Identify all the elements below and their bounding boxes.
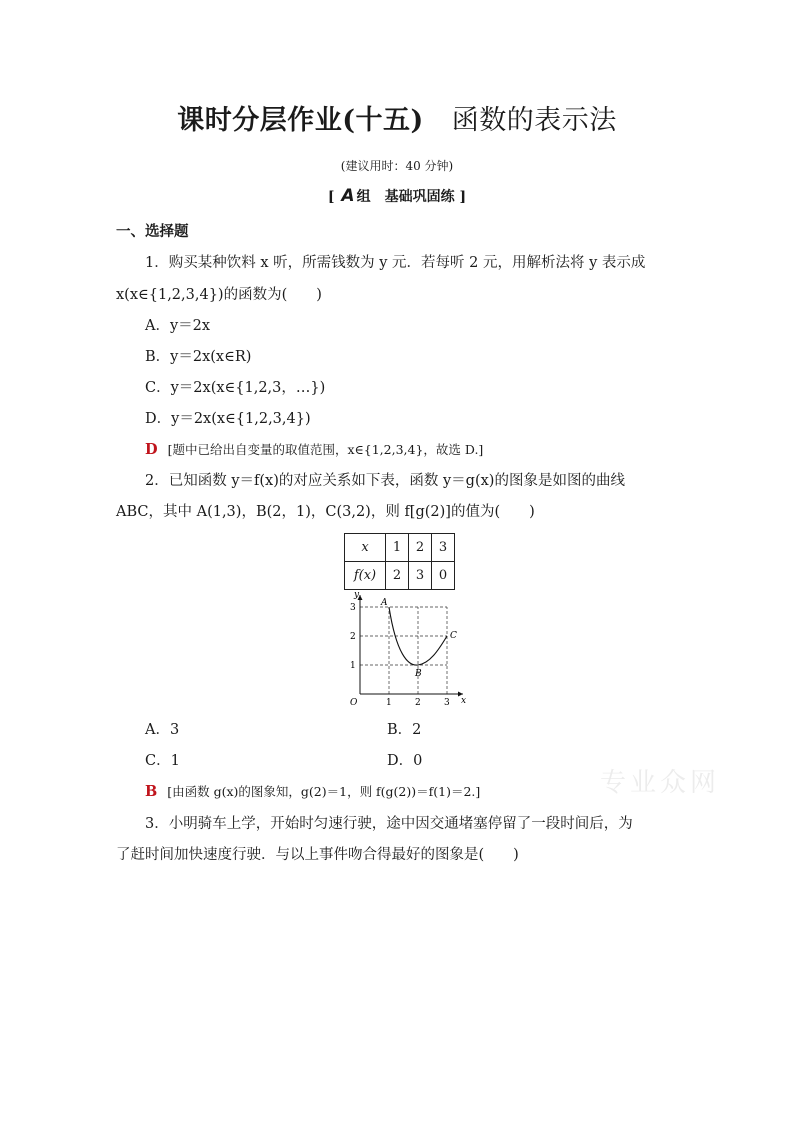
table-cell: 2 (386, 562, 409, 590)
x-tick-label: 3 (444, 698, 450, 708)
x-tick-label: 1 (386, 698, 392, 708)
function-table (344, 533, 455, 590)
group-badge: A (341, 186, 355, 206)
q2-answer-letter: B (145, 783, 158, 800)
q1-option-a: A．y＝2x (145, 318, 211, 334)
q2-answer (145, 782, 480, 802)
table-cell: 2 (409, 534, 432, 562)
q1-explanation: [题中已给出自变量的取值范围，x∈{1,2,3,4}，故选 D.] (167, 442, 484, 457)
table-cell: 1 (386, 534, 409, 562)
q2-line2: ABC，其中 A(1,3)，B(2，1)，C(3,2)，则 f[g(2)]的值为( ) (116, 504, 535, 520)
q1-answer (145, 440, 483, 460)
y-tick-label: 1 (350, 661, 356, 671)
q2-line1: 2．已知函数 y＝f(x)的对应关系如下表，函数 y＝g(x)的图象是如图的曲线 (145, 473, 625, 489)
x-axis-label: x (461, 696, 467, 706)
group-bracket-close: ] (459, 189, 467, 205)
x-tick-label: 2 (415, 698, 421, 708)
table-row (345, 562, 455, 590)
table-cell: 0 (432, 562, 455, 590)
origin-label: O (350, 698, 358, 708)
y-axis-label: y (354, 590, 360, 600)
q3-line1: 3．小明骑车上学，开始时匀速行驶，途中因交通堵塞停留了一段时间后，为 (145, 816, 633, 832)
table-cell: 3 (432, 534, 455, 562)
q1-option-c: C．y＝2x(x∈{1,2,3，…}) (145, 380, 326, 396)
title-sub: 函数的表示法 (451, 105, 617, 136)
point-label-c: C (450, 631, 457, 641)
q1-line1: 1．购买某种饮料 x 听，所需钱数为 y 元．若每听 2 元，用解析法将 y 表示成 (145, 255, 646, 271)
table-header-fx: f(x) (345, 562, 386, 590)
y-tick-label: 3 (350, 603, 356, 613)
title-main: 课时分层作业(十五) (177, 105, 424, 136)
point-label-a: A (381, 598, 388, 608)
q1-option-d: D．y＝2x(x∈{1,2,3,4}) (145, 411, 311, 427)
table-header-x: x (345, 534, 386, 562)
table-cell: 3 (409, 562, 432, 590)
watermark: 专业众网 (600, 768, 721, 798)
function-graph (342, 590, 482, 708)
q1-line2: x(x∈{1,2,3,4})的函数为( ) (116, 287, 322, 303)
q3-line2: 了赶时间加快速度行驶．与以上事件吻合得最好的图象是( ) (116, 847, 519, 863)
time-note: (建议用时：40 分钟) (340, 159, 454, 173)
table-row (345, 534, 455, 562)
y-tick-label: 2 (350, 632, 356, 642)
page-title (0, 98, 794, 137)
section-heading: 一、选择题 (116, 223, 189, 240)
group-label: 组 基础巩固练 (356, 189, 455, 205)
q2-option-a: A．3 (145, 722, 180, 738)
q2-option-d: D．0 (387, 753, 423, 769)
q1-answer-letter: D (145, 441, 158, 458)
point-label-b: B (415, 669, 422, 679)
group-bracket-open: [ (327, 189, 335, 205)
group-heading (0, 186, 794, 206)
q2-explanation: [由函数 g(x)的图象知，g(2)＝1，则 f(g(2))＝f(1)＝2.] (167, 784, 481, 799)
q1-option-b: B．y＝2x(x∈R) (145, 349, 252, 365)
q2-option-c: C．1 (145, 753, 180, 769)
q2-option-b: B．2 (387, 722, 422, 738)
